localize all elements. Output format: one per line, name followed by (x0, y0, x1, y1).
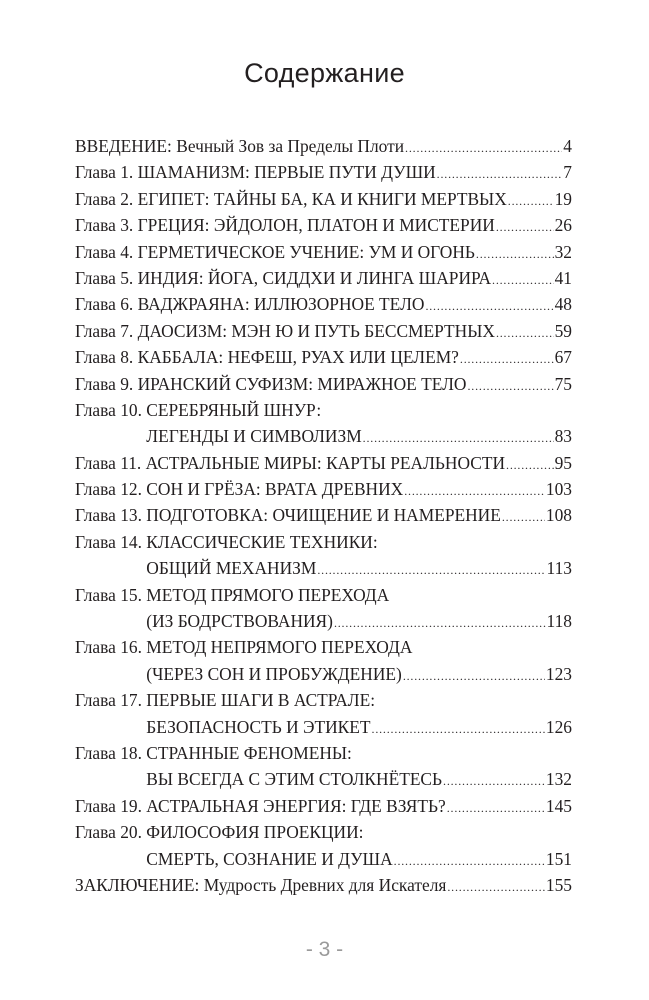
toc-entry (75, 819, 572, 872)
toc-entry (75, 529, 572, 582)
toc-line (75, 714, 572, 740)
chapter-title: ЛЕГЕНДЫ И СИМВОЛИЗМ (146, 426, 362, 447)
toc-line (75, 291, 572, 317)
toc-line (75, 819, 572, 845)
toc-line (75, 872, 572, 898)
dot-leader (492, 267, 554, 293)
chapter-title: ИНДИЯ: ЙОГА, СИДДХИ И ЛИНГА ШАРИРА (137, 267, 492, 288)
chapter-label: Глава 16. (75, 637, 147, 658)
page-ref: 32 (554, 241, 572, 262)
chapter-title: ВВЕДЕНИЕ: Вечный Зов за Пределы Плоти (75, 136, 405, 156)
dot-leader (447, 874, 545, 900)
page-title: Содержание (244, 58, 405, 88)
dot-leader (317, 557, 545, 583)
toc-line (75, 212, 572, 238)
page-ref: 123 (545, 663, 572, 684)
page-ref: 113 (546, 558, 572, 579)
chapter-title: СЕРЕБРЯНЫЙ ШНУР: (146, 399, 322, 420)
toc-entry (75, 476, 572, 502)
chapter-title: ОБЩИЙ МЕХАНИЗМ (146, 558, 317, 579)
page-ref: 155 (545, 874, 572, 895)
dot-leader (506, 452, 554, 478)
toc-entry (75, 265, 572, 291)
chapter-label: Глава 7. (75, 320, 138, 341)
page-ref: 19 (554, 188, 572, 209)
dot-leader (508, 188, 554, 214)
page-ref: 7 (563, 162, 572, 183)
chapter-label: Глава 17. (75, 690, 147, 711)
toc-entry (75, 239, 572, 265)
toc-entry (75, 582, 572, 635)
toc-entry (75, 687, 572, 740)
toc-line (75, 318, 572, 344)
toc-line (75, 186, 572, 212)
dot-leader (363, 425, 554, 451)
dot-leader (447, 795, 545, 821)
chapter-label: Глава 14. (75, 531, 147, 552)
chapter-title: КЛАССИЧЕСКИЕ ТЕХНИКИ: (146, 531, 378, 552)
page-ref: 59 (554, 320, 572, 341)
dot-leader (334, 610, 546, 636)
chapter-title: ЕГИПЕТ: ТАЙНЫ БА, КА И КНИГИ МЕРТВЫХ (137, 188, 507, 209)
toc-entry (75, 318, 572, 344)
chapter-label: Глава 4. (75, 241, 138, 262)
toc-line (75, 529, 572, 555)
toc-line (75, 371, 572, 397)
chapter-label: Глава 8. (75, 347, 138, 368)
toc-line (75, 555, 572, 581)
page-ref: 48 (554, 294, 572, 315)
page-ref: 103 (545, 479, 572, 500)
chapter-label: Глава 10. (75, 399, 147, 420)
toc-line (75, 476, 572, 502)
toc-entry (75, 186, 572, 212)
chapter-title: ФИЛОСОФИЯ ПРОЕКЦИИ: (146, 822, 364, 843)
dot-leader (437, 161, 563, 187)
chapter-title: КАББАЛА: НЕФЕШ, РУАХ ИЛИ ЦЕЛЕМ? (137, 347, 459, 368)
toc-entry (75, 159, 572, 185)
dot-leader (394, 848, 545, 874)
chapter-title: ДАОСИЗМ: МЭН Ю И ПУТЬ БЕССМЕРТНЫХ (137, 320, 495, 341)
chapter-label: Глава 11. (75, 452, 146, 473)
chapter-title: МЕТОД ПРЯМОГО ПЕРЕХОДА (146, 584, 390, 605)
dot-leader (443, 768, 545, 794)
chapter-title: ГЕРМЕТИЧЕСКОЕ УЧЕНИЕ: УМ И ОГОНЬ (137, 241, 475, 262)
chapter-title: ЗАКЛЮЧЕНИЕ: Мудрость Древних для Искателя (75, 874, 447, 895)
chapter-label: Глава 1. (75, 162, 138, 183)
toc-entry (75, 740, 572, 793)
page-ref: 151 (545, 848, 572, 869)
toc-line (75, 634, 572, 660)
toc-entry (75, 450, 572, 476)
page-number: - 3 - (305, 938, 344, 961)
toc-line (75, 793, 572, 819)
chapter-title: АСТРАЛЬНЫЕ МИРЫ: КАРТЫ РЕАЛЬНОСТИ (145, 452, 506, 473)
dot-leader (502, 504, 545, 530)
dot-leader (496, 320, 554, 346)
chapter-title: СОН И ГРЁЗА: ВРАТА ДРЕВНИХ (146, 479, 404, 500)
dot-leader (476, 241, 554, 267)
chapter-title: ШАМАНИЗМ: ПЕРВЫЕ ПУТИ ДУШИ (137, 162, 436, 183)
toc-entry (75, 872, 572, 898)
page-ref: 75 (554, 373, 572, 394)
chapter-title: ВАДЖРАЯНА: ИЛЛЮЗОРНОЕ ТЕЛО (137, 294, 425, 315)
page-ref: 95 (554, 452, 572, 473)
chapter-title: (ИЗ БОДРСТВОВАНИЯ) (146, 611, 333, 632)
dot-leader (468, 373, 554, 399)
chapter-title: ВЫ ВСЕГДА С ЭТИМ СТОЛКНЁТЕСЬ (146, 769, 443, 790)
chapter-label: Глава 15. (75, 584, 147, 605)
toc-line (75, 344, 572, 370)
toc-line (75, 582, 572, 608)
page-ref: 41 (554, 267, 572, 288)
toc-entry (75, 344, 572, 370)
chapter-label: Глава 12. (75, 479, 147, 500)
toc-entry (75, 291, 572, 317)
chapter-label: Глава 2. (75, 188, 138, 209)
chapter-label: Глава 6. (75, 294, 138, 315)
toc-entry (75, 634, 572, 687)
toc-entry (75, 793, 572, 819)
dot-leader (372, 716, 545, 742)
toc-line (75, 239, 572, 265)
chapter-label: Глава 19. (75, 795, 147, 816)
dot-leader (496, 214, 554, 240)
chapter-label: Глава 18. (75, 742, 147, 763)
page-ref: 145 (545, 795, 572, 816)
toc-entry (75, 502, 572, 528)
chapter-title: ГРЕЦИЯ: ЭЙДОЛОН, ПЛАТОН И МИСТЕРИИ (137, 215, 495, 236)
toc-line (75, 265, 572, 291)
chapter-title: СМЕРТЬ, СОЗНАНИЕ И ДУША (146, 848, 393, 869)
dot-leader (425, 293, 553, 319)
chapter-title: МЕТОД НЕПРЯМОГО ПЕРЕХОДА (146, 637, 413, 658)
toc-line (75, 608, 572, 634)
toc-line (75, 846, 572, 872)
toc-line (75, 450, 572, 476)
toc-line (75, 133, 572, 159)
toc-line (75, 159, 572, 185)
toc-entry (75, 133, 572, 159)
chapter-label: Глава 5. (75, 267, 138, 288)
page-ref: 118 (546, 611, 572, 632)
chapter-label: Глава 9. (75, 373, 138, 394)
page-ref: 67 (554, 347, 572, 368)
chapter-label: Глава 20. (75, 822, 147, 843)
toc-line (75, 502, 572, 528)
toc-line (75, 687, 572, 713)
chapter-title: СТРАННЫЕ ФЕНОМЕНЫ: (146, 742, 352, 763)
toc-line (75, 766, 572, 792)
toc-line (75, 397, 572, 423)
chapter-title: БЕЗОПАСНОСТЬ И ЭТИКЕТ (146, 716, 371, 737)
chapter-title: ПЕРВЫЕ ШАГИ В АСТРАЛЕ: (146, 690, 376, 711)
page-ref: 108 (545, 505, 572, 526)
toc-line (75, 423, 572, 449)
page-ref: 132 (545, 769, 572, 790)
toc-entry (75, 371, 572, 397)
chapter-title: (ЧЕРЕЗ СОН И ПРОБУЖДЕНИЕ) (146, 663, 402, 684)
toc-line (75, 661, 572, 687)
toc-line (75, 740, 572, 766)
page-ref: 126 (545, 716, 572, 737)
chapter-title: ИРАНСКИЙ СУФИЗМ: МИРАЖНОЕ ТЕЛО (137, 373, 467, 394)
chapter-label: Глава 3. (75, 215, 138, 236)
dot-leader (404, 478, 545, 504)
chapter-title: ПОДГОТОВКА: ОЧИЩЕНИЕ И НАМЕРЕНИЕ (146, 505, 501, 526)
dot-leader (460, 346, 554, 372)
dot-leader (403, 663, 545, 689)
toc-entry (75, 397, 572, 450)
chapter-label: Глава 13. (75, 505, 147, 526)
toc-entry (75, 212, 572, 238)
page-ref: 83 (554, 426, 572, 447)
dot-leader (405, 135, 562, 161)
page-ref: 4 (563, 136, 572, 156)
chapter-title: АСТРАЛЬНАЯ ЭНЕРГИЯ: ГДЕ ВЗЯТЬ? (146, 795, 446, 816)
page-ref: 26 (554, 215, 572, 236)
table-of-contents (75, 133, 572, 898)
